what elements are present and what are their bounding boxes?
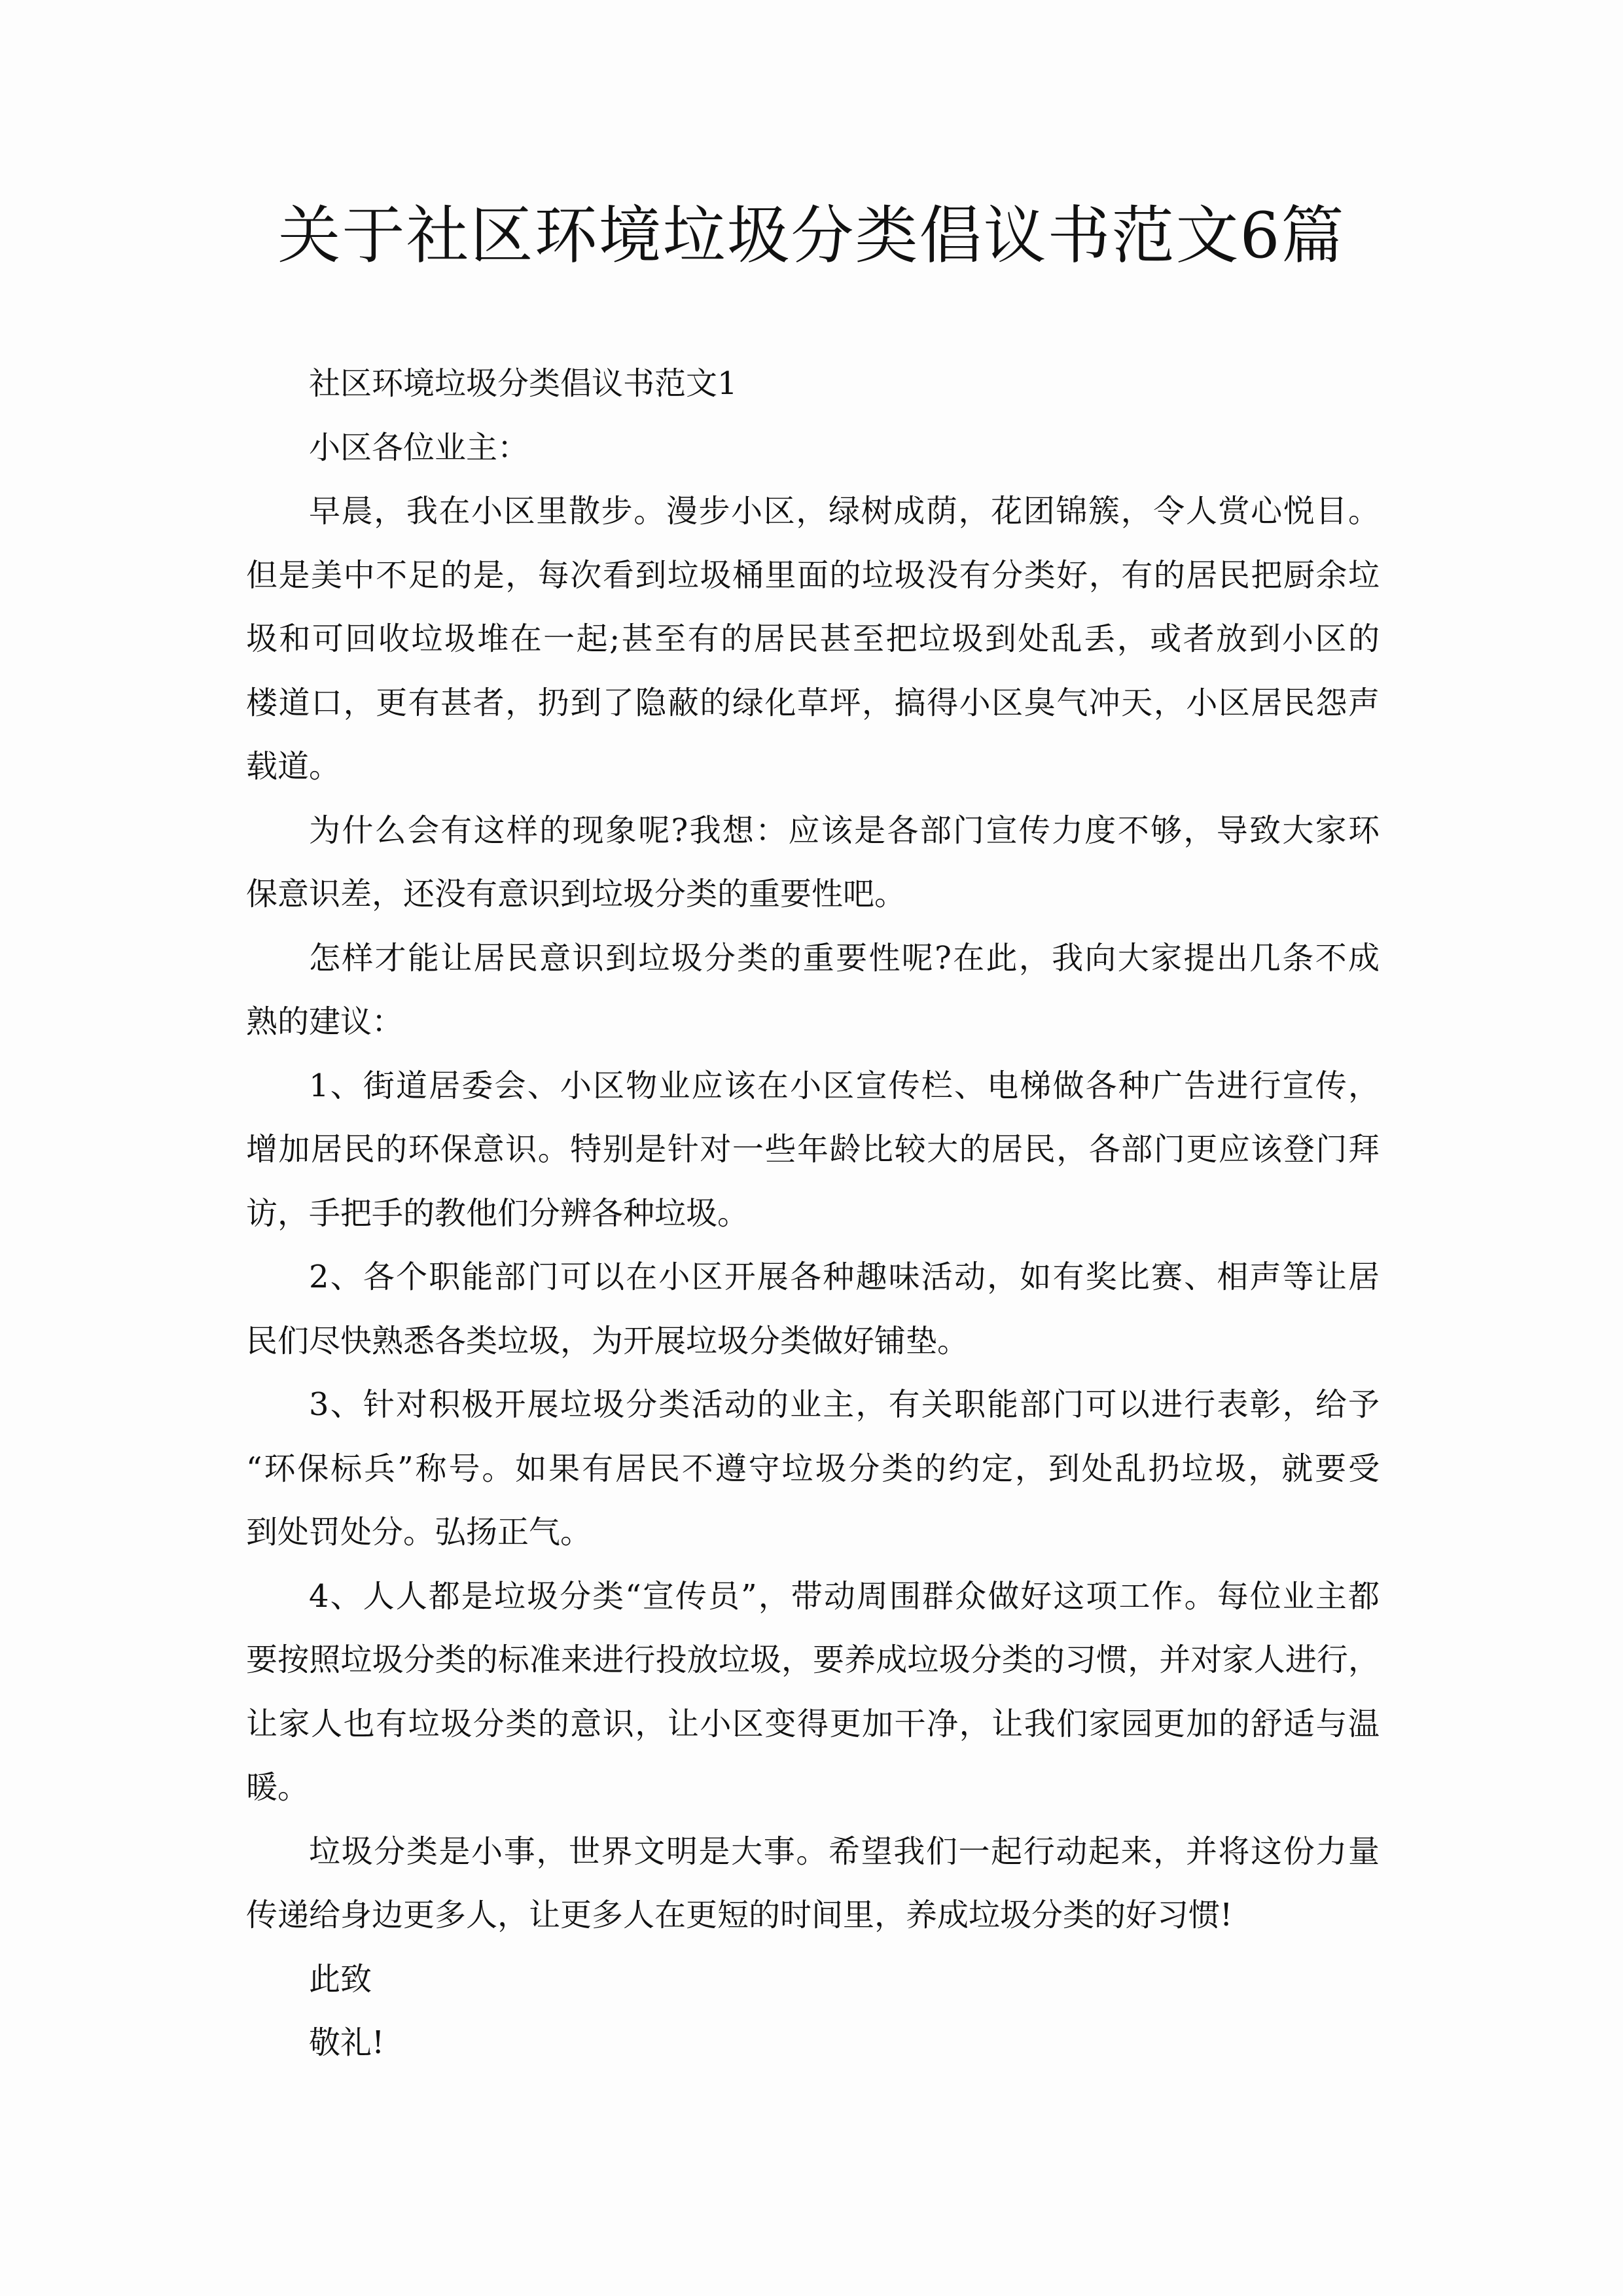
paragraph-line: 早晨，我在小区里散步。漫步小区，绿树成荫，花团锦簇，令人赏心悦目。 bbox=[309, 493, 1380, 529]
regards: 敬礼! bbox=[309, 2024, 385, 2061]
paragraph-line: 为什么会有这样的现象呢?我想：应该是各部门宣传力度不够，导致大家环 bbox=[309, 812, 1380, 849]
paragraph-line: 2、各个职能部门可以在小区开展各种趣味活动，如有奖比赛、相声等让居 bbox=[309, 1259, 1380, 1295]
paragraph bbox=[246, 927, 1380, 1054]
paragraph-line: 4、人人都是垃圾分类“宣传员”，带动周围群众做好这项工作。每位业主都 bbox=[309, 1577, 1380, 1615]
salutation: 小区各位业主： bbox=[309, 429, 529, 466]
paragraph-line: 访，手把手的教他们分辨各种垃圾。 bbox=[246, 1194, 749, 1232]
paragraph-line: 让家人也有垃圾分类的意识，让小区变得更加干净，让我们家园更加的舒适与温 bbox=[246, 1705, 1380, 1742]
paragraph-line: 怎样才能让居民意识到垃圾分类的重要性呢?在此，我向大家提出几条不成 bbox=[309, 939, 1380, 977]
paragraph-line: 垃圾分类是小事，世界文明是大事。希望我们一起行动起来，并将这份力量 bbox=[309, 1833, 1380, 1870]
paragraph-line: 载道。 bbox=[246, 748, 341, 785]
paragraph-line: 楼道口，更有甚者，扔到了隐蔽的绿化草坪，搞得小区臭气冲天，小区居民怨声 bbox=[246, 684, 1380, 721]
paragraph-line: 到处罚处分。弘扬正气。 bbox=[246, 1514, 592, 1551]
paragraph-line: 保意识差，还没有意识到垃圾分类的重要性吧。 bbox=[246, 876, 906, 912]
closing: 此致 bbox=[309, 1960, 372, 1998]
paragraph-line: “环保标兵”称号。如果有居民不遵守垃圾分类的约定，到处乱扔垃圾，就要受 bbox=[246, 1450, 1380, 1487]
paragraph bbox=[246, 1054, 1380, 1246]
paragraph bbox=[246, 1820, 1380, 1948]
paragraph-line: 传递给身边更多人，让更多人在更短的时间里，养成垃圾分类的好习惯! bbox=[246, 1897, 1233, 1933]
paragraph bbox=[246, 480, 1380, 799]
document-title: 关于社区环境垃圾分类倡议书范文6篇 bbox=[277, 199, 1346, 272]
paragraph bbox=[246, 1373, 1380, 1565]
paragraph bbox=[246, 1246, 1380, 1373]
paragraph-line: 暖。 bbox=[246, 1769, 310, 1806]
paragraph-line: 3、针对积极开展垃圾分类活动的业主，有关职能部门可以进行表彰，给予 bbox=[309, 1386, 1380, 1423]
paragraph-line: 要按照垃圾分类的标准来进行投放垃圾，要养成垃圾分类的习惯，并对家人进行， bbox=[246, 1641, 1380, 1678]
paragraph bbox=[246, 799, 1380, 927]
paragraph-line: 1、街道居委会、小区物业应该在小区宣传栏、电梯做各种广告进行宣传， bbox=[309, 1067, 1380, 1104]
paragraph-line: 但是美中不足的是，每次看到垃圾桶里面的垃圾没有分类好，有的居民把厨余垃 bbox=[246, 556, 1380, 594]
paragraph-line: 民们尽快熟悉各类垃圾，为开展垃圾分类做好铺垫。 bbox=[246, 1322, 969, 1359]
document-body bbox=[246, 352, 1380, 2075]
paragraph-line: 增加居民的环保意识。特别是针对一些年龄比较大的居民，各部门更应该登门拜 bbox=[246, 1131, 1380, 1168]
paragraph-line: 圾和可回收垃圾堆在一起;甚至有的居民甚至把垃圾到处乱丢，或者放到小区的 bbox=[246, 620, 1380, 657]
section-heading: 社区环境垃圾分类倡议书范文1 bbox=[309, 365, 738, 402]
paragraph-line: 熟的建议： bbox=[246, 1003, 404, 1040]
paragraph bbox=[246, 1565, 1380, 1820]
